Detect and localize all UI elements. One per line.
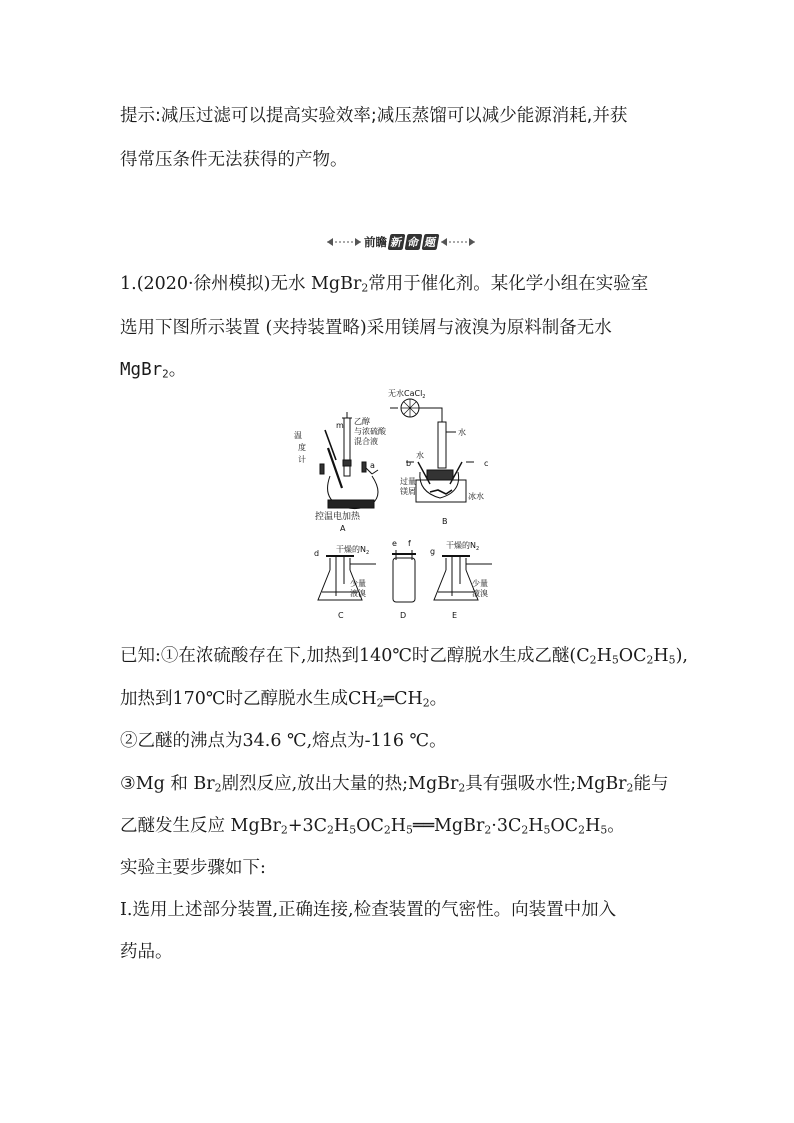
- label-f: f: [408, 539, 411, 548]
- label-d: d: [314, 549, 320, 558]
- banner-text-4: 题: [422, 234, 440, 250]
- step-1-line-1: Ⅰ.选用上述部分装置,正确连接,检查装置的气密性。向装置中加入: [120, 900, 617, 920]
- banner-text-1: 前瞻: [364, 235, 387, 249]
- label-mg-2: 镁屑: [400, 487, 416, 496]
- known-line-5: 乙醚发生反应 $MgBr_2+3C_2H_5OC_2H_5══MgBr_2\cdot 3C_2H_5OC_2H_5$。: [120, 816, 625, 837]
- bottle-D: [393, 558, 415, 602]
- label-E: E: [452, 611, 458, 620]
- label-caCl2: 无水CaCl$_2$: [388, 389, 426, 400]
- label-ice: 冰水: [468, 492, 484, 501]
- label-water-in: 水: [416, 451, 424, 460]
- label-D: D: [400, 611, 407, 620]
- banner-text-2: 新: [388, 234, 406, 250]
- known-line-1: 已知:①在浓硫酸存在下,加热到140℃时乙醇脱水生成乙醚$(C_2H_5OC_2H_5)$,: [120, 646, 688, 667]
- label-mg-1: 过量: [400, 477, 416, 486]
- label-water-out: 水: [458, 428, 466, 437]
- heater-A: [328, 500, 374, 508]
- label-br-2a: 少量: [472, 579, 488, 588]
- condenser: [438, 422, 446, 468]
- question-line-1: 1.(2020·徐州模拟)无水 MgBr$_2$常用于催化剂。某化学小组在实验室: [120, 274, 649, 295]
- known-line-2: 加热到170℃时乙醇脱水生成$CH_2═CH_2$。: [120, 689, 448, 710]
- step-1-line-2: 药品。: [120, 942, 173, 962]
- hint-line-1: 提示:减压过滤可以提高实验效率;减压蒸馏可以减少能源消耗,并获: [120, 106, 628, 126]
- label-thermo-3: 计: [298, 455, 306, 464]
- label-br-1a: 少量: [350, 579, 366, 588]
- apparatus-figure: [280, 388, 510, 628]
- label-mix-2: 与浓硫酸: [354, 427, 386, 436]
- section-banner: [325, 232, 477, 252]
- label-m: m: [336, 421, 344, 430]
- label-g: g: [430, 547, 436, 556]
- hint-line-2: 得常压条件无法获得的产物。: [120, 150, 348, 170]
- label-thermo-1: 温: [294, 431, 302, 440]
- apparatus-diagram: [280, 388, 510, 628]
- label-b: b: [406, 459, 412, 468]
- label-heat: 控温电加热: [315, 512, 361, 522]
- label-B: B: [442, 517, 448, 526]
- label-A: A: [340, 524, 346, 533]
- label-mix-3: 混合液: [354, 437, 378, 446]
- banner-text-3: 命: [405, 234, 423, 250]
- known-line-4: ③Mg 和 $Br_2$剧烈反应,放出大量的热;MgBr$_2$具有强吸水性;MgBr$_2$能与: [120, 774, 669, 795]
- question-line-2: 选用下图所示装置 (夹持装置略)采用镁屑与液溴为原料制备无水: [120, 318, 612, 338]
- question-line-3: MgBr$_2$。: [120, 360, 187, 381]
- label-dry-2: 干燥的$N_2$: [446, 541, 480, 552]
- label-a: a: [370, 461, 375, 470]
- label-e: e: [392, 539, 397, 548]
- label-c: c: [484, 459, 489, 468]
- known-line-3: ②乙醚的沸点为34.6 ℃,熔点为-116 ℃。: [120, 731, 447, 751]
- steps-title: 实验主要步骤如下:: [120, 858, 266, 878]
- label-br-2b: 液溴: [472, 589, 488, 598]
- label-mix-1: 乙醇: [354, 417, 370, 426]
- label-C: C: [338, 611, 344, 620]
- label-br-1b: 液溴: [350, 589, 366, 598]
- label-dry-1: 干燥的$N_2$: [336, 545, 370, 556]
- label-thermo-2: 度: [298, 443, 306, 452]
